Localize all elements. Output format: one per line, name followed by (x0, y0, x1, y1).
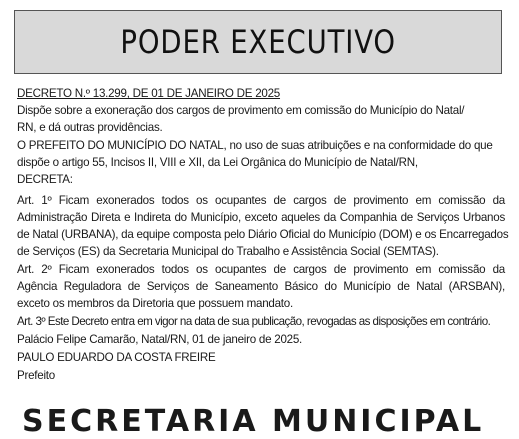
article-3: Art. 3º Este Decreto entra em vigor na data de sua publicação, revogadas as disposições em contrário. (17, 315, 491, 328)
article-1-line-4: de Serviços (ES) da Secretaria Municipal do Trabalho e Assistência Social (SEMTAS). (17, 245, 439, 258)
decree-heading: DECRETO N.º 13.299, DE 01 DE JANEIRO DE 2025 (17, 87, 281, 100)
article-2-line-3: exceto os membros da Diretoria que possuem mandato. (17, 297, 293, 310)
place-and-date: Palácio Felipe Camarão, Natal/RN, 01 de janeiro de 2025. (17, 333, 303, 346)
article-2-line-2: Agência Reguladora de Serviços de Saneamento Básico do Município de Natal (ARSBAN), (17, 280, 505, 293)
signatory-title: Prefeito (17, 369, 55, 382)
article-1-line-1: Art. 1º Ficam exonerados todos os ocupantes de cargos de provimento em comissão da (17, 194, 505, 207)
article-1-line-3: de Natal (URBANA), da equipe composta pelo Diário Oficial do Município (DOM) e os Encarregados (17, 228, 509, 241)
signatory-name: PAULO EDUARDO DA COSTA FREIRE (17, 351, 216, 364)
decree-summary-line-2: RN, e dá outras providências. (17, 121, 163, 134)
preamble-line-2: dispõe o artigo 55, Incisos II, VIII e XII, da Lei Orgânica do Município de Natal/RN, (17, 156, 418, 169)
decree-summary-line-1: Dispõe sobre a exoneração dos cargos de provimento em comissão do Município do Natal/ (17, 104, 465, 117)
next-section-heading: SECRETARIA MUNICIPAL (22, 404, 485, 439)
section-title: PODER EXECUTIVO (120, 23, 396, 61)
preamble-line-3: DECRETA: (17, 173, 73, 186)
preamble-line-1: O PREFEITO DO MUNICÍPIO DO NATAL, no uso de suas atribuições e na conformidade do que (17, 139, 493, 152)
article-2-line-1: Art. 2º Ficam exonerados todos os ocupantes de cargos de provimento em comissão da (17, 263, 505, 276)
article-1-line-2: Administração Direta e Indireta do Município, exceto aqueles da Companhia de Serviços Urbanos (17, 211, 505, 224)
section-banner (14, 10, 502, 74)
